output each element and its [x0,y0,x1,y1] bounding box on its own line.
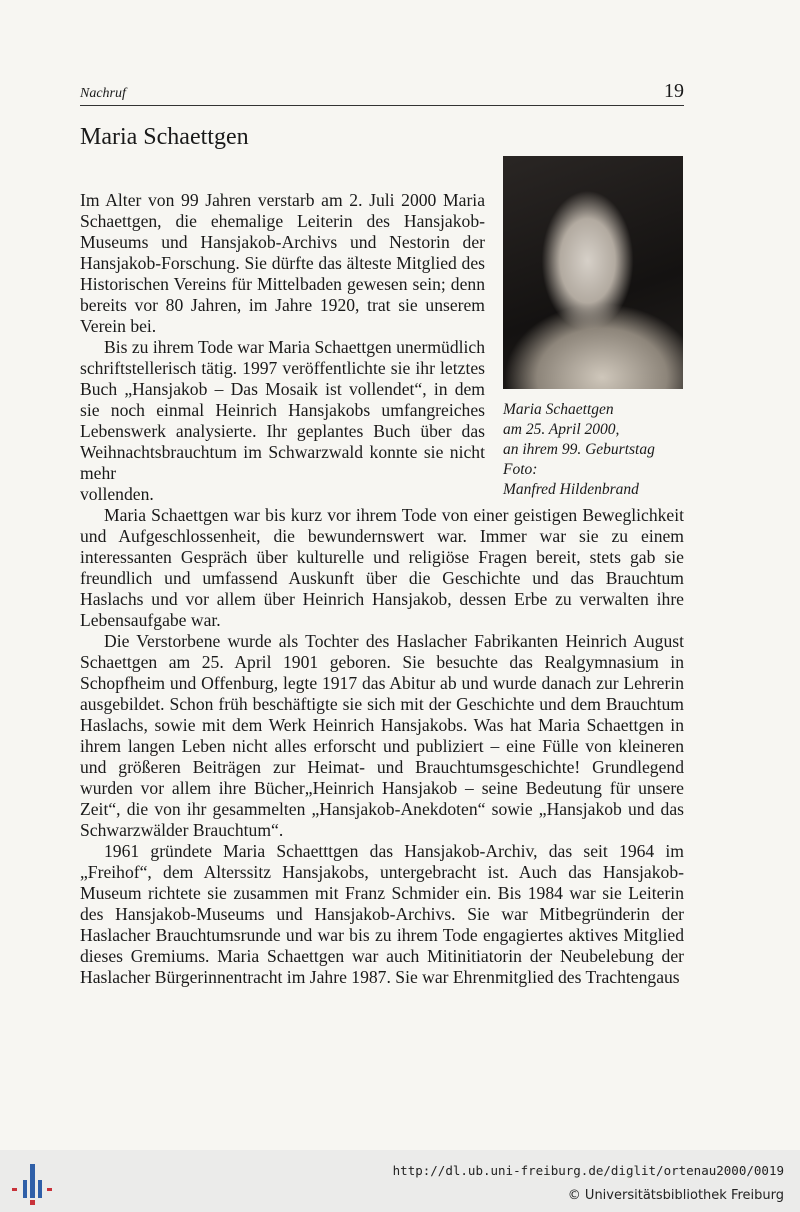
footer-url-link[interactable]: http://dl.ub.uni-freiburg.de/diglit/ortenau2000/0019 [392,1163,784,1178]
article-body [80,190,684,988]
paragraph-text: Bis zu ihrem Tode war Maria Schaettgen unermüdlich schriftstellerisch tätig. 1997 veröffentlichte sie ihr letztes Buch „Hansjakob – Das Mosaik ist vollendet“, in dem sie noch einmal Heinrich Hansjakobs umfangreiches Lebenswerk analysierte. Ihr geplantes Buch über das Weihnachtsbrauchtum im Schwarzwald konnte sie nicht mehr [80,337,485,483]
caption-line: an ihrem 99. Geburtstag [503,441,655,458]
footer-copyright: © Universitätsbibliothek Freiburg [567,1188,784,1203]
running-head: Nachruf [80,86,126,101]
library-logo-icon [12,1162,52,1206]
caption-line: Foto: [503,461,538,478]
paragraph-text: Im Alter von 99 Jahren verstarb am 2. Juli 2000 Maria Schaettgen, die ehemalige Leiterin des Hansjakob-Museums und Hansjakob-Archivs und Nestorin der Hansjakob-Forschung. Sie dürfte das älteste Mitglied des Historischen Vereins für Mittelbaden gewesen sein; denn bereits vor 80 Jahren, im Jahre 1920, trat sie unserem Verein bei. [80,190,485,336]
paragraph [80,337,684,505]
paragraph: Maria Schaettgen war bis kurz vor ihrem Tode von einer geistigen Beweglichkeit und Aufgeschlossenheit, die bewundernswert war. Immer war sie zu einem interessanten Gespräch über kulturelle und religiöse Fragen bereit, stets gab sie freundlich und umfassend Auskunft über die Geschichte und das Brauchtum Haslachs und vor allem über Heinrich Hansjakob, dessen Erbe zu verwalten ihre Lebensaufgabe war. [80,505,684,630]
show-through-text [0,0,800,60]
caption-line: Maria Schaettgen [503,401,614,418]
paragraph: Die Verstorbene wurde als Tochter des Haslacher Fabrikanten Heinrich August Schaettgen am 25. April 1901 geboren. Sie besuchte das Realgymnasium in Schopfheim und Offenburg, legte 1917 das Abitur ab und wurde danach zur Lehrerin ausgebildet. Schon früh beschäftigte sie sich mit der Geschichte und dem Brauchtum Haslachs, sowie mit dem Werk Heinrich Hansjakobs. Was hat Maria Schaettgen in ihrem langen Leben nicht alles erforscht und publiziert – eine Fülle von kleineren und größeren Beiträgen zur Heimat- und Brauchtumsgeschichte! Grundlegend wurden vor allem ihre Bücher„Heinrich Hansjakob – seine Bedeutung für unsere Zeit“, die von ihr gesammelten „Hansjakob-Anekdoten“ sowie „Hansjakob und das Schwarzwälder Brauchtum“. [80,631,684,840]
caption-line: am 25. April 2000, [503,421,620,438]
header-rule [80,105,684,106]
article-title: Maria Schaettgen [80,124,249,150]
page-number: 19 [664,80,684,102]
caption-line: Manfred Hildenbrand [503,481,639,498]
paragraph [80,190,684,337]
paragraph: 1961 gründete Maria Schaetttgen das Hansjakob-Archiv, das seit 1964 im „Freihof“, dem Alterssitz Hansjakobs, untergebracht ist. Auch das Hansjakob-Museum richtete sie zusammen mit Franz Schmider ein. Bis 1984 war sie Leiterin des Hansjakob-Museums und Hansjakob-Archivs. Sie war Mitbegründerin der Haslacher Brauchtumsrunde und war bis zu ihrem Tode engagiertes aktives Mitglied dieses Gremiums. Maria Schaettgen war auch Mitinitiatorin der Neubelebung der Haslacher Bürgerinnentracht im Jahre 1987. Sie war Ehrenmitglied des Trachtengaus [80,841,684,987]
paragraph-tail: vollenden. [80,484,154,504]
